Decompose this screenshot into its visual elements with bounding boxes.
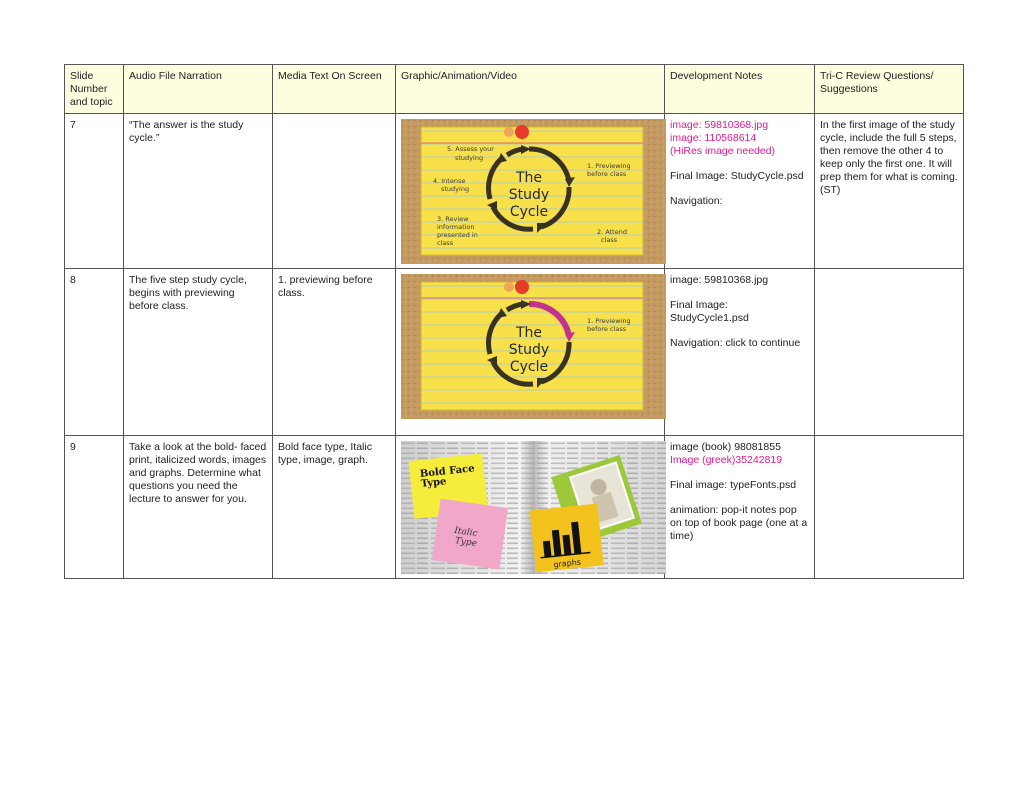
dev-note-image-book: image (book) 98081855 bbox=[670, 441, 781, 453]
dev-notes-cell bbox=[665, 269, 815, 436]
media-text-cell bbox=[273, 114, 396, 269]
dev-note-image-2: image: 110568614 bbox=[670, 132, 757, 144]
table-row bbox=[65, 114, 964, 269]
dev-notes-cell bbox=[665, 114, 815, 269]
type-fonts-image bbox=[401, 441, 666, 574]
cycle-title-line2: Study bbox=[508, 342, 550, 358]
dev-note-image-1: image: 59810368.jpg bbox=[670, 274, 769, 286]
study-cycle-step1-image bbox=[401, 274, 666, 419]
dev-note-animation: animation: pop-it notes pop on top of book page (one at a time) bbox=[670, 504, 808, 542]
note-italic-2: Type bbox=[454, 536, 478, 550]
review-cell bbox=[815, 269, 964, 436]
step1-label-b: before class bbox=[587, 170, 627, 178]
graphic-cell bbox=[396, 436, 665, 579]
narration-cell: The five step study cycle, begins with previewing before class. bbox=[124, 269, 273, 436]
header-review: Tri-C Review Questions/ Suggestions bbox=[815, 65, 964, 114]
dev-note-final-image: Final Image: StudyCycle.psd bbox=[670, 170, 804, 182]
slide-number: 7 bbox=[65, 114, 124, 269]
step5-label: 5. Assess your bbox=[447, 145, 494, 153]
step2-label: 2. Attend bbox=[597, 228, 627, 236]
step1-label: 1. Previewing bbox=[587, 317, 631, 325]
cycle-title-line3: Cycle bbox=[509, 204, 549, 220]
table-row bbox=[65, 436, 964, 579]
step4-label-b: studying bbox=[441, 185, 470, 193]
storyboard-table bbox=[64, 64, 964, 579]
step1-label: 1. Previewing bbox=[587, 162, 631, 170]
slide-number: 8 bbox=[65, 269, 124, 436]
dev-note-image-1: image: 59810368.jpg bbox=[670, 119, 769, 131]
header-slide-number: Slide Number and topic bbox=[65, 65, 124, 114]
header-development-notes: Development Notes bbox=[665, 65, 815, 114]
graphic-cell bbox=[396, 114, 665, 269]
dev-note-navigation: Navigation: click to continue bbox=[670, 337, 801, 349]
review-cell bbox=[815, 436, 964, 579]
media-text-cell: Bold face type, Italic type, image, graph. bbox=[273, 436, 396, 579]
graphic-cell bbox=[396, 269, 665, 436]
step3-label-b: information bbox=[437, 223, 475, 231]
step3-label: 3. Review bbox=[437, 215, 469, 223]
note-bold-face-2: Type bbox=[420, 476, 447, 490]
review-cell: In the first image of the study cycle, include the full 5 steps, then remove the other 4 to keep only the first one. It will prep them for what is coming. (ST) bbox=[815, 114, 964, 269]
note-bold-face-1: Bold Face bbox=[419, 463, 476, 480]
header-row bbox=[65, 65, 964, 114]
dev-note-final-image: Final Image: StudyCycle1.psd bbox=[670, 299, 749, 324]
step5-label-b: studying bbox=[455, 154, 484, 162]
dev-note-image-greek: Image (greek)35242819 bbox=[670, 454, 783, 466]
narration-cell: Take a look at the bold- faced print, italicized words, images and graphs. Determine what questions you need the lecture to answer for you. bbox=[124, 436, 273, 579]
cycle-title-line1: The bbox=[515, 170, 543, 186]
study-cycle-full-image bbox=[401, 119, 666, 264]
media-text-cell: 1. previewing before class. bbox=[273, 269, 396, 436]
note-graphs: graphs bbox=[552, 557, 582, 570]
header-media-text: Media Text On Screen bbox=[273, 65, 396, 114]
step3-label-c: presented in bbox=[437, 231, 478, 239]
step2-label-b: class bbox=[601, 236, 618, 244]
cycle-title-line2: Study bbox=[508, 187, 550, 203]
header-graphic: Graphic/Animation/Video bbox=[396, 65, 665, 114]
note-italic-1: Italic bbox=[453, 525, 479, 540]
header-audio-narration: Audio File Narration bbox=[124, 65, 273, 114]
narration-cell: “The answer is the study cycle.” bbox=[124, 114, 273, 269]
dev-note-navigation: Navigation: bbox=[670, 195, 723, 207]
cycle-title-line1: The bbox=[515, 325, 543, 341]
step1-label-b: before class bbox=[587, 325, 627, 333]
step4-label: 4. Intense bbox=[433, 177, 466, 185]
slide-number: 9 bbox=[65, 436, 124, 579]
table-row bbox=[65, 269, 964, 436]
cycle-title-line3: Cycle bbox=[509, 359, 549, 375]
step3-label-d: class bbox=[437, 239, 454, 247]
dev-note-hires: (HiRes image needed) bbox=[670, 145, 776, 157]
dev-note-final-image: Final image: typeFonts.psd bbox=[670, 479, 797, 491]
dev-notes-cell bbox=[665, 436, 815, 579]
